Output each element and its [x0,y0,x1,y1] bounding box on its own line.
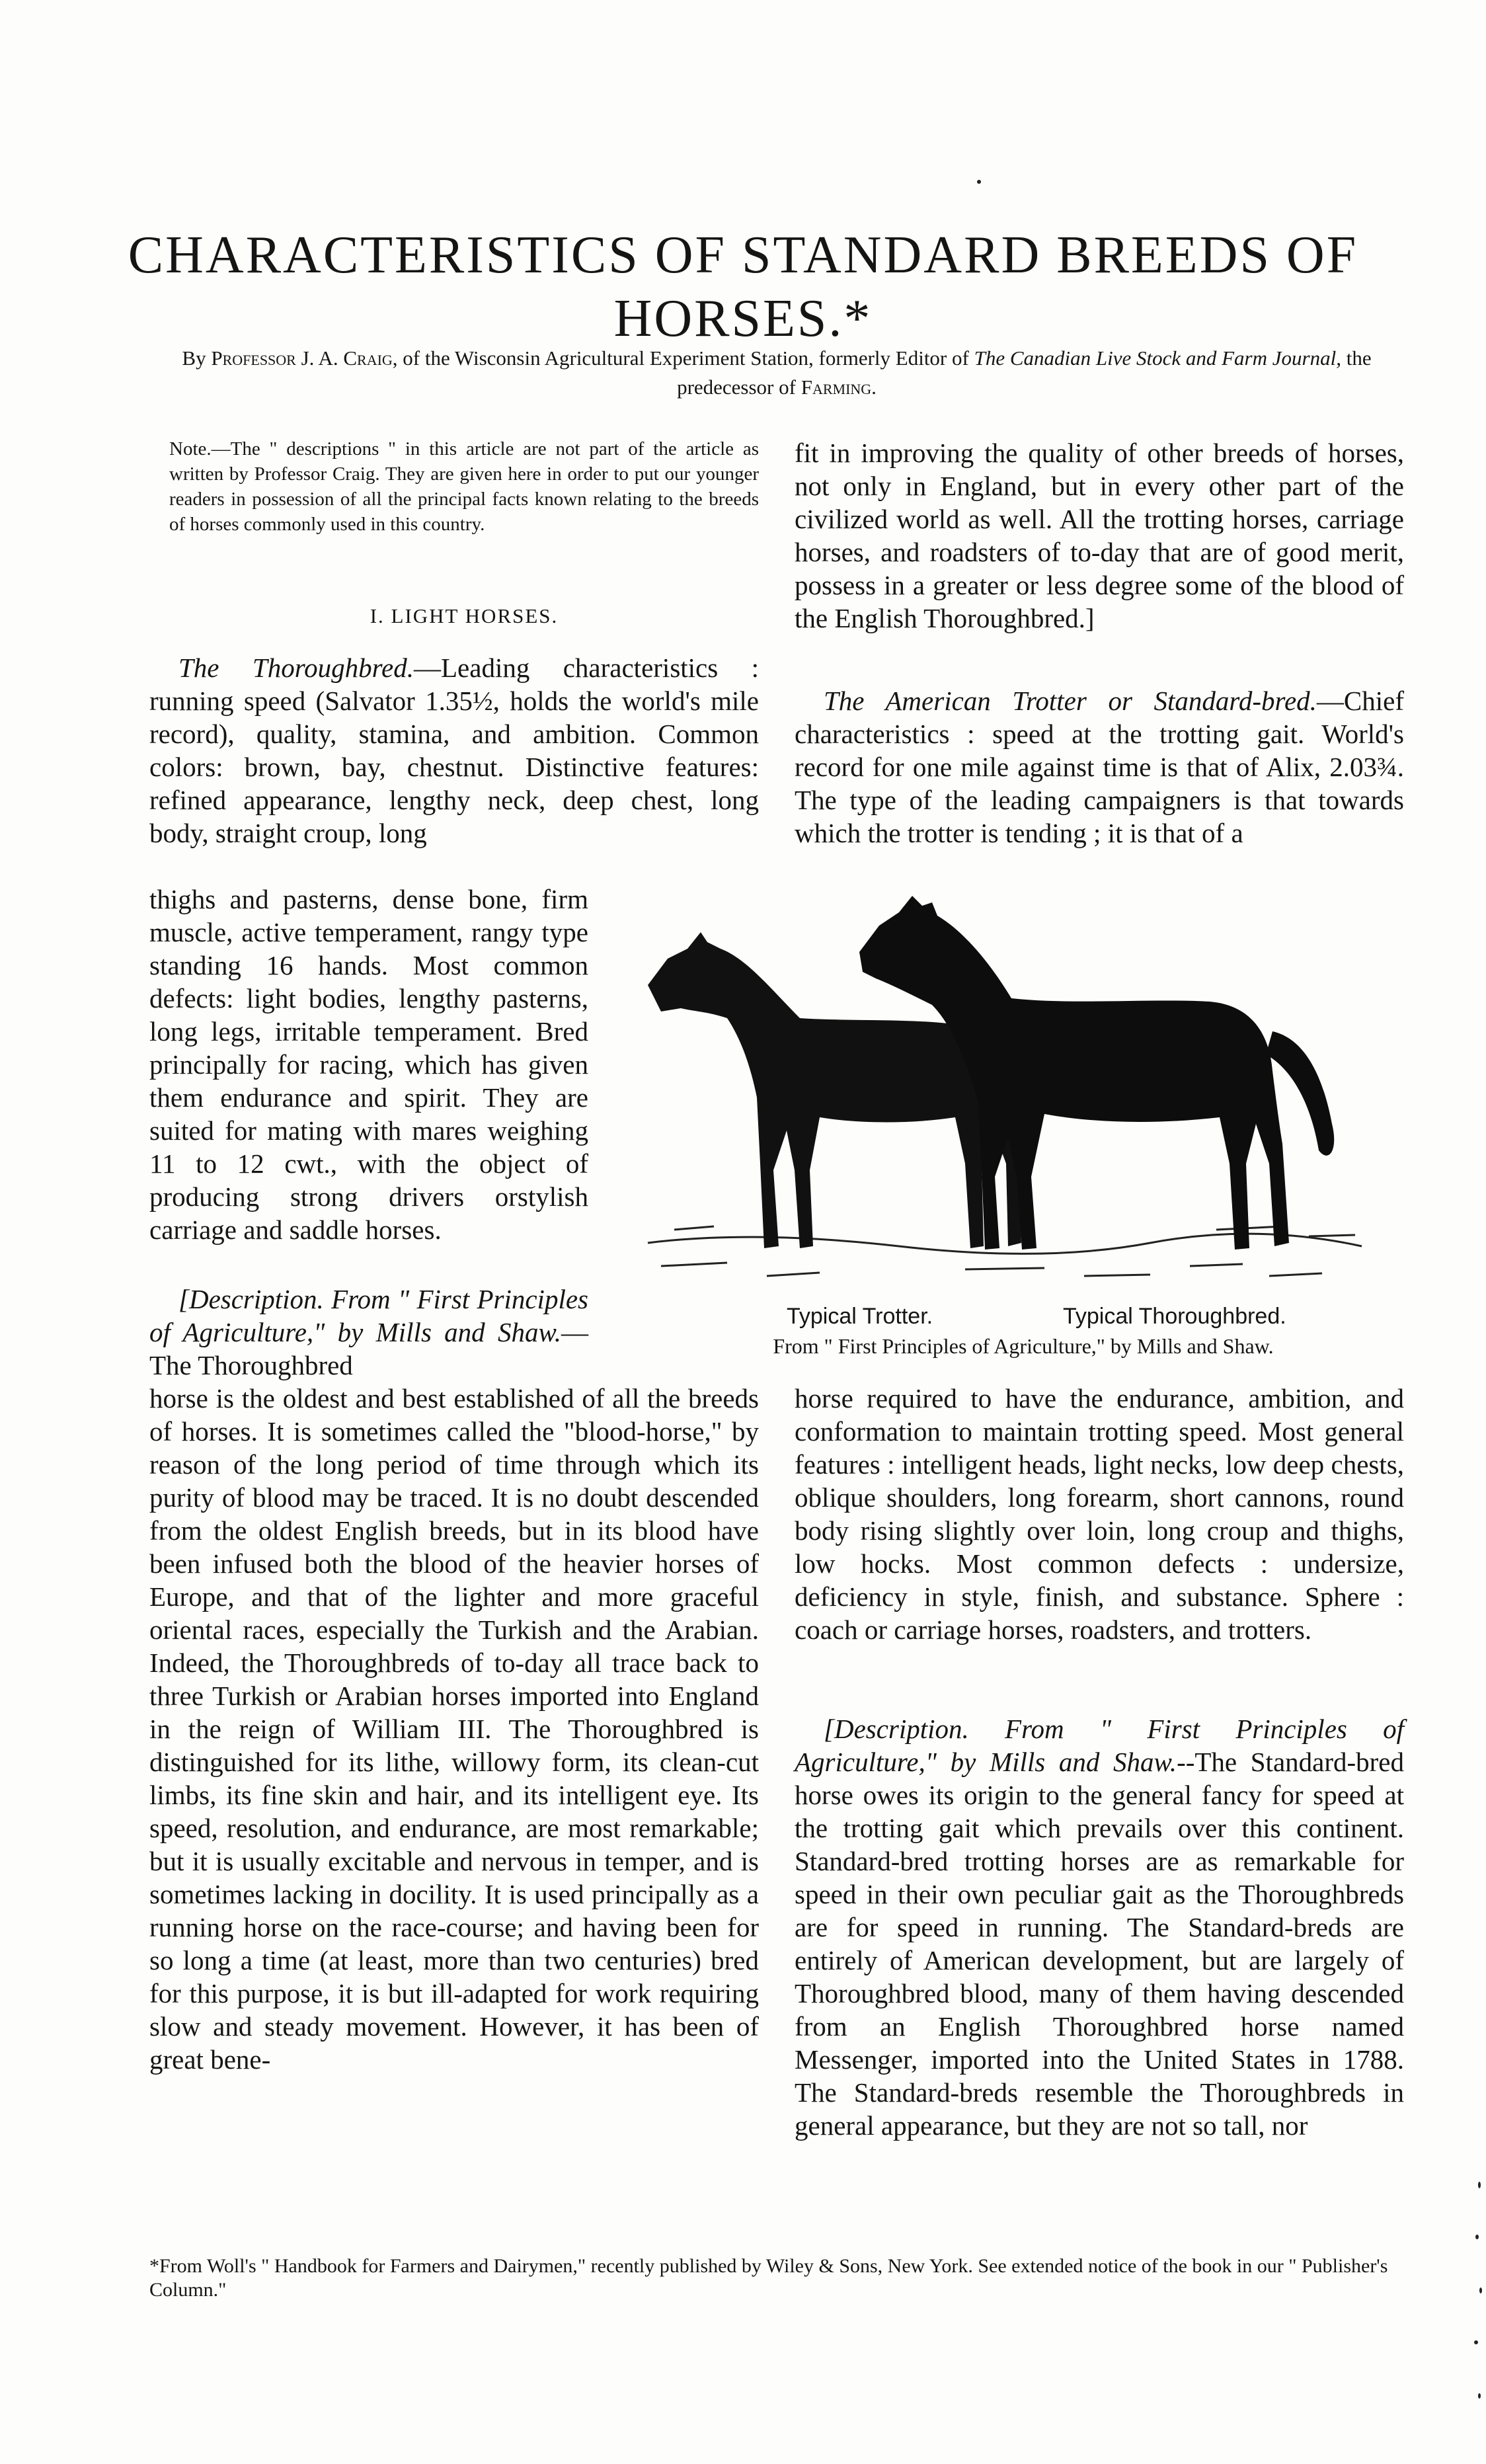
thoroughbred-desc-label: [Description. From " First Principles of Agriculture," by Mills and Shaw. [149,1284,588,1347]
caption-trotter: Typical Trotter. [787,1304,933,1329]
thoroughbred-desc-start: — The Thoroughbred [149,1317,588,1380]
byline [172,344,1382,402]
trotter-name: The American Trotter or Standard-bred. [824,686,1317,716]
byline-journal: The Canadian Live Stock and Farm Journal, [974,346,1341,370]
thoroughbred-intro: —Leading characteristics : running speed (Salvator 1.35½, holds the world's mile record), quality, stamina, and ambition. Common colors: brown, bay, chestnut. Distinctive features: refined appearance, lengthy neck, deep chest, long body, straight croup, long [149,653,759,848]
trotter-desc-label: [Description. From " First Principles of Agriculture," by Mills and Shaw. [795,1714,1404,1777]
trotter-description [795,1712,1404,2142]
horses-illustration [621,886,1382,1296]
byline-farming: Farming. [801,376,877,399]
title-line-1: CHARACTERISTICS OF STANDARD BREEDS OF [128,226,1358,284]
title-line-2: HORSES.* [613,290,873,348]
section-heading: I. LIGHT HORSES. [370,604,559,627]
thoroughbred-benefit-paragraph: fit in improving the quality of other breeds of horses, not only in England, but in every other part of the civilized world as well. All the trotting horses, carriage horses, and roadsters of to-day that are of good merit, possess in a greater or less degree some of the blood of the English Thoroughbred.] [795,438,1404,633]
trotter-paragraph [795,684,1404,850]
byline-affiliation: of the Wisconsin Agricultural Experiment Station, formerly Editor of [403,346,969,370]
byline-author: Professor J. A. Craig, [211,346,398,370]
footnote: *From Woll's " Handbook for Farmers and Dairymen," recently published by Wiley & Sons, New York. See extended notice of the book in our " Publisher's Column." [149,2255,1388,2301]
editor-note: Note.—The " descriptions " in this article are not part of the article as written by Professor Craig. They are given here in order to put our younger readers in possession of all the principal facts known relating to the breeds of horses commonly used in this country. [169,438,759,535]
illustration-credit: From " First Principles of Agriculture," by Mills and Shaw. [773,1334,1274,1358]
thoroughbred-description: horse is the oldest and best established of all the breeds of horses. It is sometimes called the "blood-horse," by reason of the long period of time through which its purity of blood may be traced. It is no doubt descended from the oldest English breeds, but in its blood have been infused both the blood of the heavier horses of Europe, and that of the lighter and more graceful oriental races, especially the Turkish and the Arabian. Indeed, the Thoroughbreds of to-day all trace back to three Turkish or Arabian horses imported into England in the reign of William III. The Thoroughbred is distinguished for its lithe, willowy form, its clean-cut limbs, its fine skin and hair, and its intelligent eye. Its speed, resolution, and endurance, are most remarkable; but it is usually excitable and nervous in temper, and is sometimes lacking in docility. It is used principally as a running horse on the race-course; and having been for so long a time (at least, more than two centuries) bred for this purpose, it is but ill-adapted for work requiring slow and steady movement. However, it has been of great bene- [149,1383,759,2075]
thoroughbred-description-label [149,1283,588,1382]
trotter-desc-body: --The Standard-bred horse owes its origin to the general fancy for speed at the trotting gait which prevails over this continent. Standard-bred trotting horses are as remarkable for speed in their own peculiar gait as the Thoroughbreds are for speed in running. The Standard-breds are entirely of American development, but are largely of Thoroughbred blood, many of them having descended from an English Thoroughbred horse named Messenger, imported into the United States in 1788. The Standard-breds resemble the Thoroughbreds in general appearance, but they are not so tall, nor [795,1747,1404,2141]
thoroughbred-continued: thighs and pasterns, dense bone, firm muscle, active temperament, rangy type standing 16 hands. Most common defects: light bodies, lengthy pasterns, long legs, irritable temperament. Bred principally for racing, which has given them endurance and spirit. They are suited for mating with mares weighing 11 to 12 cwt., with the object of producing strong drivers orstylish carriage and saddle horses. [149,884,588,1245]
thoroughbred-name: The Thoroughbred. [178,653,414,683]
byline-by: By [182,346,206,370]
thoroughbred-paragraph [149,651,759,850]
caption-thoroughbred: Typical Thoroughbred. [1063,1304,1286,1329]
ground-sketch [648,1226,1362,1276]
trotter-continued: horse required to have the endurance, ambition, and conformation to maintain trotting speed. Most general features : intelligent heads, light necks, low deep chests, oblique shoulders, long forearm, short cannons, round body rising slightly over loin, long croup and thighs, low hocks. Most common defects : undersize, deficiency in style, finish, and substance. Sphere : coach or carriage horses, roadsters, and trotters. [795,1383,1404,1645]
trotter-intro: —Chief characteristics : speed at the trotting gait. World's record for one mile against time is that of Alix, 2.03¾. The type of the leading campaigners is that towards which the trotter is tending ; it is that of a [795,686,1404,848]
byline-predecessor: the predecessor of [677,346,1372,399]
article-title [0,223,1486,350]
